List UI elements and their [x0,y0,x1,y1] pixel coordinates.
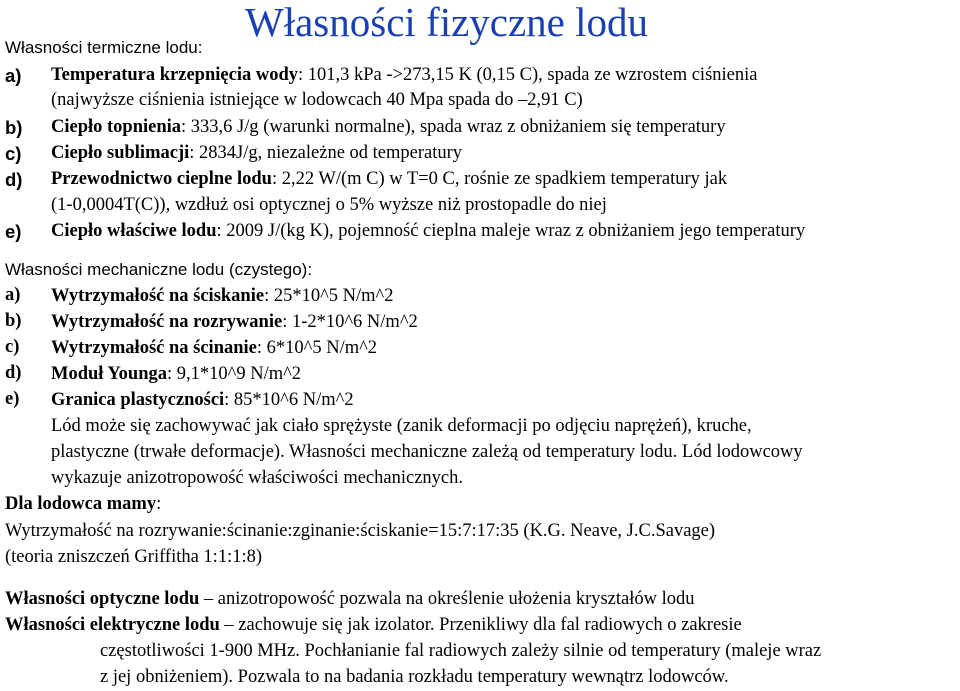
item-label: c) [5,337,20,357]
item-term: Moduł Younga [51,364,168,384]
item-term: Granica plastyczności [51,390,225,410]
item-value: : 6*10^5 N/m^2 [256,338,378,358]
item-value: : 2834J/g, niezależne od temperatury [189,143,463,163]
page-title: Własności fizyczne lodu [245,0,649,45]
item-label: a) [5,285,21,305]
item-label: d) [5,169,23,190]
item-term: Ciepło sublimacji [51,143,190,163]
glacier-colon: : [156,494,162,514]
item-term: Ciepło właściwe lodu [51,221,217,241]
item-label: a) [5,65,22,86]
item-value: : 2009 J/(kg K), pojemność cieplna maleje wraz z obniżaniem jego temperatury [216,221,806,241]
mechanical-heading: Własności mechaniczne lodu (czystego): [5,260,313,279]
item-value: : 25*10^5 N/m^2 [264,286,394,306]
item-value: : 1-2*10^6 N/m^2 [282,312,418,332]
item-label: b) [5,117,23,138]
item-continuation: (najwyższe ciśnienia istniejące w lodowcach 40 Mpa spada do –2,91 C) [51,90,583,110]
electric-continuation: z jej obniżeniem). Pozwala to na badania rozkładu temperatury wewnątrz lodowców. [100,667,729,687]
glacier-griffith: (teoria zniszczeń Griffitha 1:1:1:8) [5,547,263,567]
item-term: Przewodnictwo cieplne lodu [51,169,272,189]
optical-heading: Własności optyczne lodu [5,589,200,609]
item-label: e) [5,389,20,409]
thermal-heading: Własności termiczne lodu: [5,38,203,57]
item-term: Temperatura krzepnięcia wody [51,65,298,85]
item-value: : 2,22 W/(m C) w T=0 C, rośnie ze spadkiem temperatury jak [271,169,728,189]
glacier-ratio: Wytrzymałość na rozrywanie:ścinanie:zginanie:ściskanie=15:7:17:35 (K.G. Neave, J.C.Savage) [5,521,716,541]
item-label: b) [5,311,22,331]
item-label: e) [5,221,22,242]
paragraph-line: plastyczne (trwałe deformacje). Własności mechaniczne zależą od temperatury lodu. Lód lodowcowy [51,442,803,462]
item-term: Wytrzymałość na rozrywanie [51,312,283,332]
electric-continuation: częstotliwości 1-900 MHz. Pochłanianie fal radiowych zależy silnie od temperatury (maleje wraz [100,641,822,661]
electric-text: – zachowuje się jak izolator. Przenikliwy dla fal radiowych o zakresie [219,615,742,635]
item-continuation: (1-0,0004T(C)), wzdłuż osi optycznej o 5% wyższe niż prostopadle do niej [51,195,607,215]
item-value: : 101,3 kPa ->273,15 K (0,15 C), spada ze wzrostem ciśnienia [298,65,758,85]
glacier-heading: Dla lodowca mamy [5,494,157,514]
electric-heading: Własności elektryczne lodu [5,615,220,635]
optical-text: – anizotropowość pozwala na określenie ułożenia kryształów lodu [199,589,695,609]
paragraph-line: Lód może się zachowywać jak ciało sprężyste (zanik deformacji po odjęciu naprężeń), kruche, [51,416,752,436]
item-value: : 85*10^6 N/m^2 [224,390,354,410]
item-label: d) [5,363,22,383]
item-term: Wytrzymałość na ściskanie [51,286,265,306]
item-term: Wytrzymałość na ścinanie [51,338,257,358]
item-value: : 9,1*10^9 N/m^2 [167,364,302,384]
item-term: Ciepło topnienia [51,117,182,137]
paragraph-line: wykazuje anizotropowość właściwości mechanicznych. [51,468,463,488]
item-label: c) [5,143,22,164]
item-value: : 333,6 J/g (warunki normalne), spada wraz z obniżaniem się temperatury [181,117,726,137]
